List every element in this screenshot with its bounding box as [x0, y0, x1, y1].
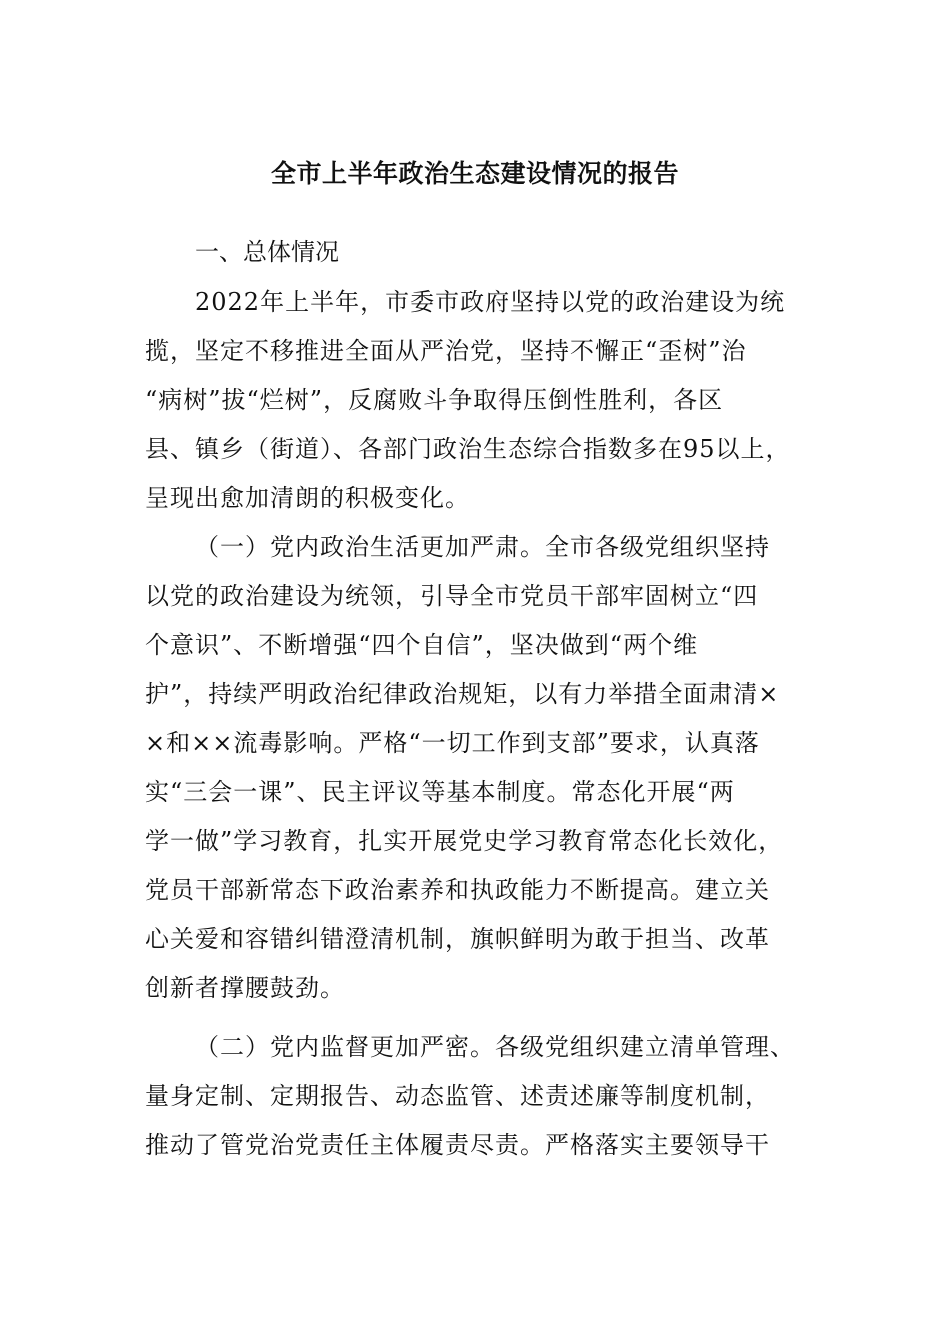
- paragraph-1-line-2: 揽，坚定不移推进全面从严治党，坚持不懈正“歪树”治: [145, 337, 747, 365]
- paragraph-2-line-8: 党员干部新常态下政治素养和执政能力不断提高。建立关: [145, 876, 770, 904]
- section-heading-overall: 一、总体情况: [195, 238, 339, 266]
- paragraph-2-line-3: 个意识”、不断增强“四个自信”，坚决做到“两个维: [145, 631, 699, 659]
- paragraph-1-line-3: “病树”拔“烂树”，反腐败斗争取得压倒性胜利，各区: [145, 386, 724, 414]
- paragraph-3-line-1: （二）党内监督更加严密。各级党组织建立清单管理、: [195, 1033, 795, 1061]
- paragraph-2-line-6: 实“三会一课”、民主评议等基本制度。常态化开展“两: [145, 778, 735, 806]
- paragraph-2-line-10: 创新者撑腰鼓劲。: [145, 974, 345, 1002]
- document-title: 全市上半年政治生态建设情况的报告: [270, 159, 679, 188]
- paragraph-2-line-7: 学一做”学习教育，扎实开展党史学习教育常态化长效化，: [145, 827, 784, 855]
- paragraph-2-line-9: 心关爱和容错纠错澄清机制，旗帜鲜明为敢于担当、改革: [145, 925, 770, 953]
- paragraph-1-line-5: 呈现出愈加清朗的积极变化。: [145, 484, 470, 512]
- paragraph-3-line-3: 推动了管党治党责任主体履责尽责。严格落实主要领导干: [145, 1131, 770, 1159]
- paragraph-1-line-1: 2022年上半年，市委市政府坚持以党的政治建设为统: [195, 288, 786, 316]
- paragraph-2-line-5: ×和××流毒影响。严格“一切工作到支部”要求，认真落: [145, 729, 760, 757]
- paragraph-2-line-4: 护”，持续严明政治纪律政治规矩，以有力举措全面肃清×: [145, 680, 780, 708]
- paragraph-3-line-2: 量身定制、定期报告、动态监管、述责述廉等制度机制，: [145, 1082, 770, 1110]
- paragraph-2-line-2: 以党的政治建设为统领，引导全市党员干部牢固树立“四: [145, 582, 759, 610]
- paragraph-2-line-1: （一）党内政治生活更加严肃。全市各级党组织坚持: [195, 533, 770, 561]
- paragraph-1-line-4: 县、镇乡（街道）、各部门政治生态综合指数多在95以上，: [145, 435, 791, 463]
